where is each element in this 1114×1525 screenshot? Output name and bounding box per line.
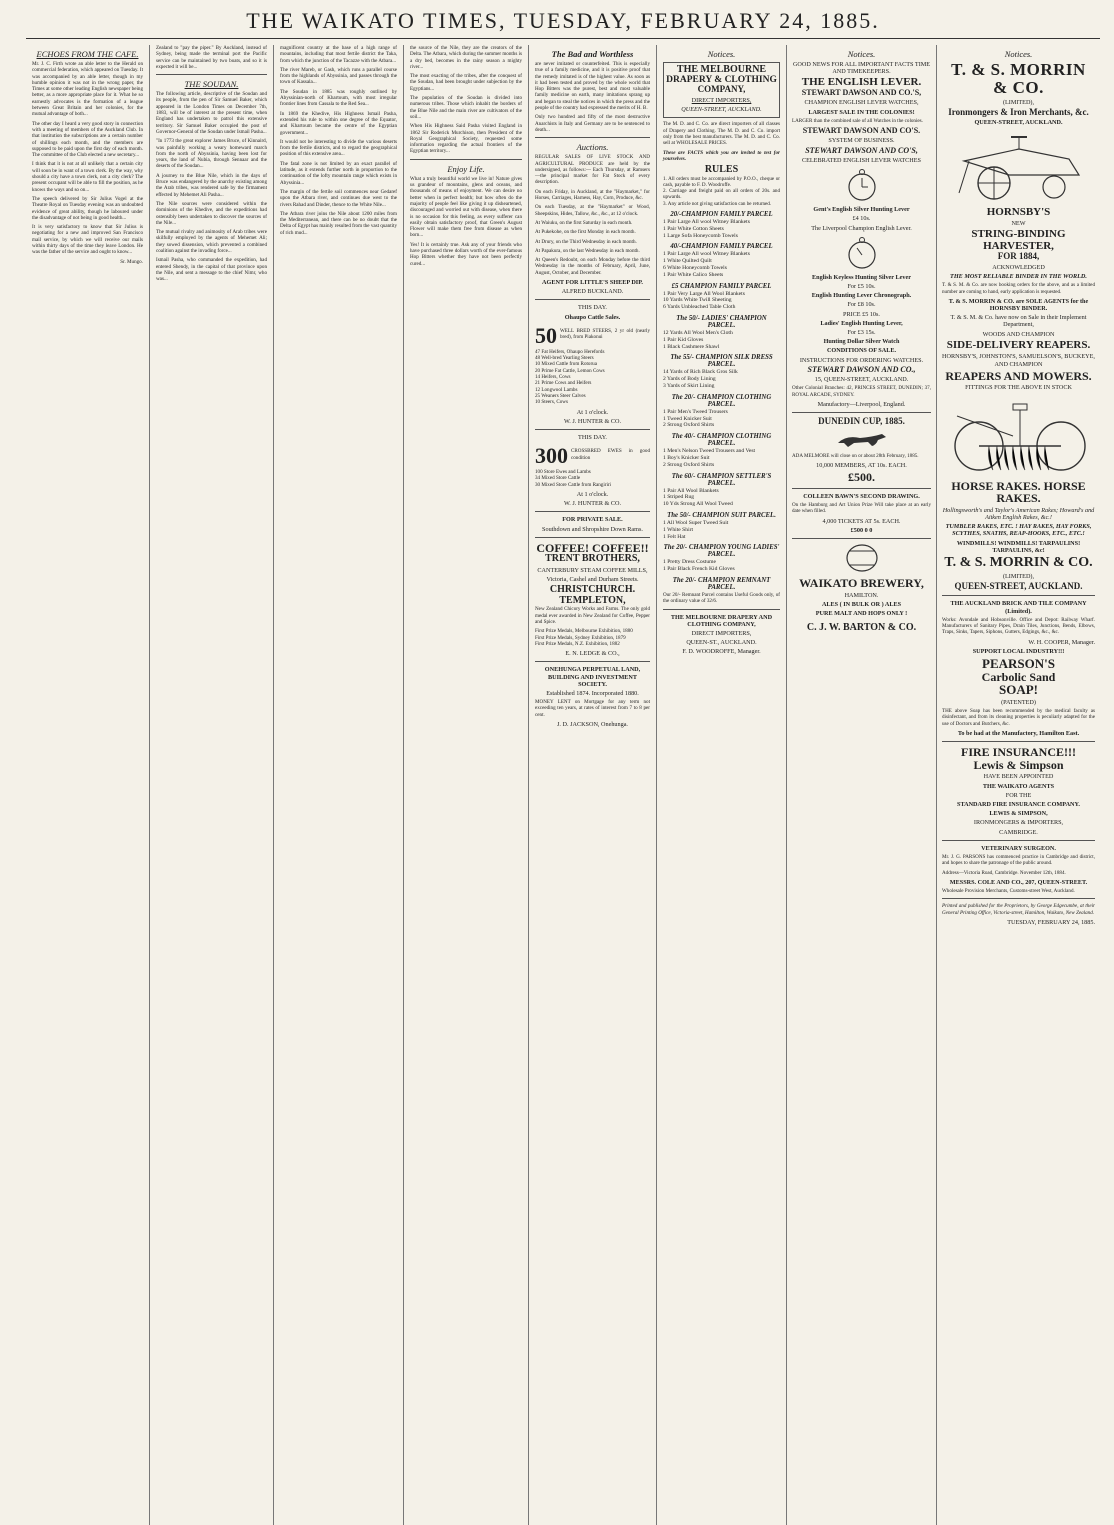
article-paragraph: The Soudan in 1885 was roughly outlined by Abyssinian-north of Khartoum, with most irregular frontier lines from Cassala to the Red Sea...	[280, 88, 397, 108]
remnant-text: Our 20/- Remnant Parcel contains Useful Goods only, of the ordinary value of 32/6.	[663, 591, 780, 605]
champion-watches: CHAMPION ENGLISH LEVER WATCHES,	[804, 99, 919, 107]
auction-notice: On each Tuesday, at the "Haymarket" or Wood, Sheepskins, Hides, Tallow, &c., &c., at 12 o'clock.	[535, 204, 650, 217]
queen-street: QUEEN-STREET, AUCKLAND.	[681, 106, 762, 114]
stewart-dawson: STEWART DAWSON AND CO.'S,	[801, 87, 922, 97]
conditions-sale: CONDITIONS OF SALE.	[826, 347, 897, 355]
article-paragraph: It would not be interesting to divide the various deserts from the fertile districts, and to regard the geographical position of this extensive area...	[280, 138, 397, 158]
divider	[535, 511, 650, 512]
article-paragraph: The Nile sources were considered within the dominions of the Khedive, and the expeditions had ostensibly been undertaken to discover the sources of the Nile...	[156, 200, 267, 226]
larger-text: LARGER than the combined sale of all Watches in the colonies.	[792, 117, 923, 124]
appointed: HAVE BEEN APPOINTED	[983, 773, 1054, 781]
rules-heading: RULES	[704, 164, 739, 176]
article-paragraph: magnificent country at the base of a high range of mountains, including that most fertile district the Taka, from which the junction of the Tacazze with the Atbara...	[280, 45, 397, 64]
binder-title: STRING-BINDING HARVESTER,	[971, 228, 1066, 252]
harvester-illustration	[949, 131, 1089, 203]
article-paragraph: The most exacting of the tribes, after the conquest of the Soudan, had been brought under subjection by the Egyptians...	[410, 73, 522, 92]
article-paragraph: In 1869 the Khedive, His Highness Ismail Pasha, extended his rule to within one degree of the Equator, and Khartoum became the centre of the Egyptian government...	[280, 110, 397, 136]
ales: ALES ( IN BULK OR ) ALES	[821, 600, 902, 608]
article-paragraph: Ismail Pasha, who commanded the expedition, had entered Shendy, in the capital of that province upon the Nile, and sent a message to the chief Nimr, who was...	[156, 257, 267, 283]
footer-manager: F. D. WOODROFFE, Manager.	[682, 648, 761, 656]
parcel-list: 1 Pretty Dress Costume 1 Pair Black French Kid Gloves	[663, 559, 735, 573]
stewart-dawson: STEWART DAWSON AND CO'S.	[802, 126, 921, 136]
echoes-paragraph: The other day I heard a very good story in connection with a meeting of members of the Auckland Club. In that institution the subscriptions are a certain number of shillings each month, and the members are supposed to be paid upon the first day of each month. The committee of the Club elected a new secretary...	[32, 120, 143, 159]
keyless-lever: English Keyless Hunting Silver Lever	[812, 273, 911, 281]
branches: Other Colonial Branches: 42, PRINCES STREET, DUNEDIN; 37, ROYAL ARCADE, SYDNEY.	[792, 385, 931, 398]
divider	[663, 609, 780, 610]
parcel-list: 14 Yards of Rich Black Gros Silk 2 Yards of Body Lining 3 Yards of Skirt Lining	[663, 369, 738, 390]
trent-brothers: TRENT BROTHERS,	[545, 553, 640, 565]
colleen-text: On the Hamburg and Art Union Prize Will take place at an early date when filled.	[792, 502, 931, 515]
reapers-mowers: REAPERS AND MOWERS.	[945, 368, 1092, 383]
divider	[410, 159, 522, 160]
templeton: TEMPLETON,	[559, 594, 626, 606]
fire-insurance: FIRE INSURANCE!!!	[960, 745, 1076, 760]
notices-heading: Notices.	[847, 49, 876, 59]
notices-heading: Notices.	[707, 49, 736, 59]
tumbler-rakes: TUMBLER RAKES, ETC. ! HAY RAKES, HAY FORKS, SCYTHES, SNATHS, REAP-HOOKS, ETC., ETC.!	[945, 523, 1092, 538]
queen-street: QUEEN-STREET, AUCKLAND.	[974, 119, 1063, 127]
cambridge: CAMBRIDGE.	[999, 828, 1038, 836]
waikato-agents: THE WAIKATO AGENTS	[982, 782, 1055, 790]
price: PRICE £5 10s.	[843, 310, 880, 318]
cole-co: MESSRS. COLE AND CO., 207, QUEEN-STREET.	[949, 878, 1088, 886]
iron-merchants: Ironmongers & Iron Merchants, &c.	[948, 106, 1089, 117]
article-paragraph: The Atbara river joins the Nile about 1200 miles from the Mediterranean, and there can be no doubt that the Delta of Egypt has mainly resulted from the vast quantity of rich mud...	[280, 210, 397, 236]
auction-notice: REGULAR SALES OF LIVE STOCK AND AGRICULTURAL PRODUCE are held by the undersigned, as follows:— Each Thursday, at Ramsers—the principal market for Fat Stock of every description.	[535, 154, 650, 186]
brick-text: Works: Avondale and Hobsonville. Office and Depot: Railway Wharf. Manufacturers of Sanitary Pipes, Drain Tiles, Junctions, Bends, Elbows, Traps, Sinks, Tapers, Siphons, Gutters, Edgings, &c., &c.	[942, 616, 1095, 636]
column-soudan-cont	[274, 45, 404, 1525]
article-paragraph: The mutual rivalry and animosity of Arab tribes were skilfully employed by the agents of Mehemet Ali; they sowed dissension, which prevented a combined coalition against the invading force...	[156, 229, 267, 255]
veterinary: VETERINARY SURGEON.	[981, 844, 1056, 852]
queen-street: 15, QUEEN-STREET, AUCKLAND.	[814, 376, 909, 384]
bad-worthless-heading: The Bad and Worthless	[551, 49, 634, 59]
celebrated-watches: CELEBRATED ENGLISH LEVER WATCHES	[802, 157, 921, 165]
coffee-heading: COFFEE! COFFEE!!	[536, 540, 649, 555]
implement-department: T. & S. M. & Co. have now on Sale in their Implement Department,	[950, 314, 1087, 329]
pure-malt: PURE MALT AND HOPS ONLY !	[815, 610, 908, 617]
auction-notice: At Waiuku, on the first Saturday in each month.	[535, 219, 633, 226]
echoes-paragraph: Mr. J. C. Firth wrote an able letter to the Herald on commercial federation, which appeared on Tuesday. It was accompanied by an able letter, though in my humble opinion it was not in the wrong paper, the Times at some other leading English newspaper being better, as a more appropriate place for it. What he so earnestly advocates is the formation of a league between Great Britain and her colonies, for the mutual advantage of both...	[32, 61, 143, 118]
article-paragraph: When His Highness Said Pasha visited England in 1862 Sir Roderick Murchison, then President of the Royal Geographical Society, requested some information regarding the actual frontiers of the Egyptian territory...	[410, 123, 522, 155]
divider	[535, 137, 650, 138]
imprint-date: TUESDAY, FEBRUARY 24, 1885.	[1007, 918, 1095, 926]
parcel-title: 20/-CHAMPION FAMILY PARCEL	[670, 211, 773, 219]
acknowledged: ACKNOWLEDGED	[992, 263, 1045, 271]
racehorse-icon	[832, 431, 892, 449]
soap: SOAP!	[999, 682, 1038, 698]
article-paragraph: "In 1773 the great explorer James Bruce, of Kinnaird, was painfully working a weary homeward march from the north of Abyssinia, having been lost for years, the land of Nubia, through Sennaar and the deserts of the Soudan...	[156, 138, 267, 170]
horse-rakes: HORSE RAKES. HORSE RAKES.	[951, 478, 1086, 506]
morrin-title: T. & S. MORRIN & CO.	[951, 60, 1086, 97]
masthead: THE WAIKATO TIMES, TUESDAY, FEBRUARY 24, 1885.	[26, 6, 1100, 39]
divider	[792, 488, 931, 489]
this-day: THIS DAY.	[578, 433, 607, 441]
article-paragraph: The population of the Soudan is divided into numerous tribes. Those which inhabit the borders of the Blue Nile and the main river are cultivators of the soil...	[410, 95, 522, 120]
stewart-dawson: STEWART DAWSON AND CO'S,	[805, 145, 918, 155]
parcel-list: 12 Yards All Wool Men's Cloth 1 Pair Kid Gloves 1 Black Cashmere Shawl	[663, 330, 733, 350]
price: For £8 10s.	[847, 301, 876, 309]
trent-sub: CANTERBURY STEAM COFFEE MILLS,	[537, 566, 648, 574]
hop-bitters-text: Yes! It is certainly true. Ask any of your friends who have purchased three dollars worth of the ever-famous Hop Bitters whether they have not been perfectly cured...	[410, 241, 522, 267]
divider	[535, 661, 650, 662]
agent-line: AGENT FOR LITTLE'S SHEEP DIP.	[542, 279, 643, 287]
support-local: SUPPORT LOCAL INDUSTRY!!!	[972, 647, 1065, 655]
for-year: FOR 1884,	[997, 251, 1040, 262]
good-news: GOOD NEWS FOR ALL IMPORTANT FACTS TIME AND TIMEKEEPERS.	[792, 61, 931, 76]
agent-name: ALFRED BUCKLAND.	[561, 288, 624, 296]
parcel-title: The 40/- CHAMPION CLOTHING PARCEL.	[671, 433, 772, 448]
parcel-title: £5 CHAMPION FAMILY PARCEL	[671, 282, 772, 290]
echoes-signature: Sr. Mungo.	[120, 258, 143, 265]
column-echoes	[26, 45, 150, 1525]
ohaupo-sales: Ohaupo Cattle Sales.	[564, 313, 621, 321]
article-paragraph: The margin of the fertile soil commences near Gedaref upon the Atbara river, and continues due west to the rivers Rahad and Dinder, thence to the White Nile...	[280, 188, 397, 208]
cattle-list: 47 Fat Heifers, Ohaupo Herefords 48 Well-bred Yearling Steers 10 Mixed Cattle from Rotorua 20 Prime Fat Cattle, Lemon Cows 14 Heifers, Cows 21 Prime Cows and Heifers 12 Longwool Lambs 25 Weaners Steer Calves 10 Steers, Cows	[535, 348, 605, 406]
sheep-text: CROSSBRED EWES in good condition	[571, 448, 650, 461]
echoes-paragraph: It is very satisfactory to know that Sir Julius is negotiating for a new and improved San Francisco mail service, by which we will receive our mails within thirty days of the time they leave London. He was the father of the service and ought to know...	[32, 224, 143, 256]
system-business: SYSTEM OF BUSINESS.	[828, 137, 895, 145]
waikato-brewery: WAIKATO BREWERY,	[799, 576, 924, 590]
divider	[156, 74, 267, 75]
pocket-watch-icon	[845, 168, 879, 202]
rules-text: 1. All orders must be accompanied by P.O.O., cheque or cash, payable to F. D. Woodroffe. 2. Carriage and freight paid on all orders of 20s. and upwards. 3. Any article not giving satisfaction can be returned.	[663, 175, 780, 207]
jackson: J. D. JACKSON, Onehunga.	[557, 721, 628, 728]
sheep-list: 100 Store Ewes and Lambs 34 Mixed Store Cattle 30 Mixed Store Cattle from Rangiriri	[535, 469, 611, 488]
column-soudan	[150, 45, 274, 1525]
parcel-list: 1 Pair Men's Tweed Trousers 1 Tweed Knicker Suit 2 Strong Oxford Shirts	[663, 408, 728, 429]
side-delivery: SIDE-DELIVERY REAPERS.	[946, 338, 1091, 351]
colleen-bawn: COLLEEN BAWN'S SECOND DRAWING.	[803, 492, 920, 500]
column-soudan-end	[404, 45, 529, 1525]
soudan-heading: THE SOUDAN.	[184, 79, 239, 90]
imprint: Printed and published for the Proprietors, by George Edgecumbe, at their General Printing Office, Victoria-street, Hamilton, Waikato, New Zealand.	[942, 903, 1095, 916]
barton-co: C. J. W. BARTON & CO.	[806, 622, 917, 634]
onehunga-society: ONEHUNGA PERPETUAL LAND, BUILDING AND INVESTMENT SOCIETY.	[544, 666, 641, 688]
morrin-column	[937, 45, 1100, 1525]
trent-address: Victoria, Cashel and Durham Streets.	[546, 576, 639, 584]
auction-notice: On each Friday, in Auckland, at the "Haymarket," for Horses, Carriages, Harness, Hay, Corn, Produce, &c.	[535, 188, 650, 202]
price: For £3 15s.	[847, 329, 876, 337]
sheep-count: 300	[535, 443, 568, 469]
barrel-icon	[845, 543, 879, 573]
auction-notice: At Pukekohe, on the first Monday in each month.	[535, 229, 636, 236]
gents-hunting-lever: Gent's English Silver Hunting Lever	[813, 206, 910, 214]
drapery-title: DRAPERY & CLOTHING	[666, 74, 777, 85]
cooper: W. H. COOPER, Manager.	[1028, 638, 1095, 646]
stewart-dawson-column	[787, 45, 937, 1525]
footer-address: QUEEN-ST., AUCKLAND.	[686, 639, 757, 647]
chronograph: English Hunting Lever Chronograph.	[811, 292, 912, 300]
templeton-text: New Zealand Chicory Works and Farms. The only gold medal ever awarded in New Zealand for Coffee, Pepper and Spice.	[535, 606, 650, 625]
echoes-heading: ECHOES FROM THE CAFE.	[36, 49, 139, 59]
divider	[942, 840, 1095, 841]
sale-time: At 1 o'clock.	[576, 491, 609, 498]
carbolic-sand: Carbolic Sand	[981, 669, 1056, 684]
medals-list: First Prize Medals, Melbourne Exhibition, 1880 First Prize Medals, Sydney Exhibition, 1879 First Prize Medals, N.Z. Exhibition, 1882	[535, 628, 633, 647]
divider	[535, 537, 650, 538]
parcel-list: 1 Men's Nelson Tweed Trousers and Vest 1 Boy's Knicker Suit 2 Strong Oxford Shirts	[663, 448, 756, 468]
parcel-list: 1 Pair Large All wool Witney Blankets 1 White Quilted Quilt 6 White Honeycomb Towels 1 Pair White Calico Sheets	[663, 251, 750, 278]
article-paragraph: The fatal zone is not limited by an exact parallel of latitude, as it extends further north in proportion to the continuation of the lofty mountain range which exists in Abyssinia...	[280, 160, 397, 186]
hamilton: HAMILTON.	[844, 591, 879, 599]
limited: (LIMITED),	[1002, 572, 1035, 580]
horse-rake-illustration	[949, 396, 1089, 476]
parcel-title: 40/-CHAMPION FAMILY PARCEL	[670, 243, 773, 251]
divider	[792, 412, 931, 413]
divider	[942, 595, 1095, 596]
parcel-list: 1 All Wool Super Tweed Suit 1 White Shirt 1 Felt Hat	[663, 520, 729, 540]
divider	[942, 741, 1095, 742]
private-sale: FOR PRIVATE SALE.	[562, 516, 623, 524]
christchurch: CHRISTCHURCH.	[549, 584, 636, 596]
most-reliable: THE MOST RELIABLE BINDER IN THE WORLD.	[950, 273, 1087, 281]
prize-amount: £500.	[848, 470, 875, 485]
agents-name: E. N. LEDGE & CO.,	[565, 650, 620, 658]
enjoy-life-text: What a truly beautiful world we live in! Nature gives us grandeur of mountains, glens and oceans, and thousands of means of enjoyment. We can desire no better when in perfect health; but how often do the majority of people feel like giving it up disheartened, discouraged and worried out with disease, when there is no occasion for this feeling, as every sufferer can easily obtain satisfactory proof, that Green's August Flower will make them free from disease as when born...	[410, 175, 522, 239]
auctioneer: W. J. HUNTER & CO.	[563, 500, 621, 508]
footer-company: THE MELBOURNE DRAPERY AND CLOTHING COMPANY,	[670, 613, 773, 628]
stewart-dawson: STEWART DAWSON AND CO.,	[807, 364, 916, 374]
instructions: INSTRUCTIONS FOR ORDERING WATCHES.	[799, 356, 924, 364]
this-day: THIS DAY.	[578, 304, 607, 312]
article-paragraph: A journey to the Blue Nile, which in the days of Bruce was endangered by the anarchy existing among the Arab tribes, was rendered safe by the firmament effected by Mehemet Ali Pasha...	[156, 172, 267, 198]
ironmongers: IRONMONGERS & IMPORTERS,	[973, 819, 1064, 827]
divider	[942, 898, 1095, 899]
lewis-simpson-2: LEWIS & SIMPSON,	[989, 810, 1048, 818]
auction-notice: At Drury, on the Third Wednesday in each month.	[535, 238, 637, 245]
tickets: 4,000 TICKETS AT 5s. EACH.	[822, 517, 901, 525]
hop-bitters-paragraph: are never imitated or counterfeited. This is especially true of a family medicine, and it is positive proof that the remedy imitated is of the highest value. As soon as it had been tested and proved by the whole world that Hop Bitters was the purest, best and most valuable family medicine on earth, many imitations sprang up and began to steal the notices in which the press and the people of the country had expressed the merits of H. B.	[535, 61, 650, 112]
hunting-dollar: Hunting Dollar Silver Watch	[823, 338, 900, 346]
dunedin-cup: DUNEDIN CUP, 1885.	[818, 416, 905, 427]
echoes-paragraph: The speech delivered by Sir Julius Vogel at the Theatre Royal on Tuesday evening was an undoubted evidence of great ability, though he laboured under the disadvantage of not being in good health...	[32, 195, 143, 221]
article-paragraph: The following article, descriptive of the Soudan and its people, from the pen of Sir Samuel Baker, which appeared in the London Times on December 7th, 1883, will be of interest at the present time, when England has undertaken to patrol this extensive territory. Sir Samuel Baker occupied the post of Governor-General of the Soudan under Ismail Pasha...	[156, 91, 267, 135]
fittings: FITTINGS FOR THE ABOVE IN STOCK	[965, 384, 1072, 392]
drapery-intro: The M. D. and C. Co. are direct importers of all classes of Drapery and Clothing. The M. D. and C. Co. import only from the best manufacturers. The M. D. and C. Co. sell at WHOLESALE PRICES.	[663, 121, 780, 147]
direct-importers: DIRECT IMPORTERS,	[691, 96, 752, 104]
soap-text: THE above Soap has been recommended by the medical faculty as disinfectant, and from its cleaning properties is peculiarly adapted for the use of Doctors and Butchers, &c.	[942, 708, 1095, 727]
parcel-list: 1 Pair Large All wool Witney Blankets 1 Pair White Cotton Sheets 1 Large Sofa Honeycomb Towels	[663, 219, 750, 239]
divider	[535, 429, 650, 430]
cole-text: Wholesale Provision Merchants, Customs-street West, Auckland.	[942, 888, 1075, 895]
total: £500 0 0	[850, 526, 873, 534]
parcel-title: The 20/- CHAMPION YOUNG LADIES' PARCEL.	[663, 544, 780, 559]
price: For £5 10s.	[847, 283, 876, 291]
auction-notice: At Papakura, on the last Wednesday in each month.	[535, 247, 640, 254]
article-paragraph: Zealand to "pay the piper." By Auckland, instead of Sydney, being made the terminal port the Pacific service can be maintained by two boats, and so it is expected it will be...	[156, 45, 267, 70]
manufactory: Manufactory—Liverpool, England.	[817, 401, 906, 409]
limited: (LIMITED),	[1002, 98, 1035, 106]
echoes-paragraph: I think that it is not at all unlikely that a certain city will soon be in want of a town clerk. By the way, why should a city have a town clerk, not a city clerk? The present occupant will be able to fill the position, as he knows the ways and so on...	[32, 161, 143, 193]
anarchists-paragraph: Only two hundred and fifty of the most destructive Anarchists in Italy and Germany are to be sentenced to death...	[535, 114, 650, 133]
parcel-title: The 50/- LADIES' CHAMPION PARCEL.	[676, 315, 767, 330]
column-melbourne-drapery	[657, 45, 787, 1525]
parcel-title: The 20/- CHAMPION CLOTHING PARCEL.	[671, 393, 772, 408]
article-paragraph: The river Mareb, or Gash, which runs a parallel course from the highlands of Abyssinia, and passes through the town of Kassala...	[280, 66, 397, 86]
established: Established 1874. Incorporated 1880.	[546, 689, 639, 697]
column-auctions	[529, 45, 657, 1525]
vet-text: Mr. J. G. PARSONS has commenced practice in Cambridge and district, and hopes to share the patronage of the public around.	[942, 854, 1095, 867]
parcel-title: The 50/- CHAMPION SUIT PARCEL.	[667, 512, 776, 519]
lewis-simpson: Lewis & Simpson	[973, 757, 1064, 772]
notices-heading: Notices.	[1004, 49, 1033, 59]
company-title: COMPANY,	[697, 84, 746, 95]
article-paragraph: the source of the Nile, they are the creators of the Delta. The Atbara, which during the summer months is a dry bed, becomes in the rainy season a mighty river...	[410, 45, 522, 70]
hornsby: HORNSBY'S	[986, 205, 1051, 218]
hollingsworth: Hollingsworth's and Taylor's American Rakes; Howard's and Aitken English Rakes, &c.!	[942, 506, 1095, 521]
auctioneer: W. J. HUNTER & CO.	[563, 417, 621, 425]
sole-agents: T. & S. MORRIN & CO. are SOLE AGENTS for the HORNSBY BINDER.	[948, 297, 1089, 313]
parcel-title: The 55/- CHAMPION SILK DRESS PARCEL.	[670, 354, 773, 369]
cattle-text: WELL BRED STEERS, 2 yr old (nearly bred), from Piakonui	[560, 328, 650, 341]
ladies-lever: Ladies' English Hunting Lever,	[820, 319, 903, 327]
largest-sale: LARGEST SALE IN THE COLONIES!	[808, 108, 915, 116]
parcel-title: The 20/- CHAMPION REMNANT PARCEL.	[672, 576, 771, 591]
private-sale-text: Southdown and Shropshire Down Rams.	[542, 525, 643, 533]
parcel-list: 1 Pair Very Large All Wool Blankets 10 Yards White Twill Sheeting 6 Yards Unbleached Table Cloth	[663, 290, 745, 311]
brick-company: THE AUCKLAND BRICK AND TILE COMPANY (Limited).	[950, 600, 1087, 615]
price: £4 10s.	[852, 215, 871, 223]
woods-champion: WOODS AND CHAMPION	[982, 330, 1055, 338]
ada-melmore: ADA MELMORE will close on or about 28th February, 1885.	[792, 452, 919, 459]
manufactory: To be had at the Manufactory, Hamilton East.	[957, 729, 1080, 737]
makers: HORNSBY'S, JOHNSTON'S, SAMUELSON'S, BUCKEYE, AND CHAMPION	[942, 353, 1095, 368]
money-lent: MONEY LENT on Mortgage for any term not exceeding ten years, at rates of interest from 7 to 8 per cent.	[535, 699, 650, 718]
footer-importers: DIRECT IMPORTERS,	[691, 629, 752, 637]
parcel-title: The 60/- CHAMPION SETTLER'S PARCEL.	[671, 472, 772, 487]
vet-address: Address—Victoria Road, Cambridge. November 12th, 1884.	[942, 869, 1066, 876]
queen-street: QUEEN-STREET, AUCKLAND.	[954, 580, 1083, 591]
for-the: FOR THE	[1005, 791, 1032, 799]
new: NEW	[1011, 220, 1026, 228]
cattle-count: 50	[535, 322, 557, 348]
auction-notice: At Queen's Redoubt, on each Monday before the third Wednesday in the months of February, April, June, August, October, and December.	[535, 257, 650, 276]
members: 10,000 MEMBERS, AT 10s. EACH.	[816, 462, 907, 469]
sale-time: At 1 o'clock.	[576, 408, 609, 416]
english-lever-title: THE ENGLISH LEVER.	[801, 76, 922, 89]
standard-fire: STANDARD FIRE INSURANCE COMPANY.	[957, 800, 1080, 808]
auctions-heading: Auctions.	[576, 142, 609, 153]
divider	[792, 538, 931, 539]
pocket-watch-icon	[845, 236, 879, 270]
column-notices-right	[787, 45, 1100, 1525]
facts-line: These are FACTS which you are invited to test for yourselves.	[663, 149, 780, 162]
parcel-list: 1 Pair All Wool Blankets 1 Striped Rug 10 Yds Strong All Wool Tweed	[663, 487, 733, 508]
morrin-title: T. & S. MORRIN & CO.	[944, 554, 1093, 570]
melbourne-title: THE MELBOURNE	[676, 64, 767, 75]
pearsons: PEARSON'S	[982, 656, 1055, 672]
windmills: WINDMILLS! WINDMILLS! TARPAULINS! TARPAULINS, &c!	[956, 539, 1081, 554]
booking-orders: T. & S. M. & Co. are now booking orders for the above, and as a limited number are coming to hand, early application is requested.	[942, 282, 1095, 295]
patented: (PATENTED)	[1001, 698, 1036, 706]
enjoy-life-heading: Enjoy Life.	[447, 163, 485, 174]
divider	[535, 299, 650, 300]
liverpool-lever: The Liverpool Champion English Lever.	[811, 224, 912, 232]
